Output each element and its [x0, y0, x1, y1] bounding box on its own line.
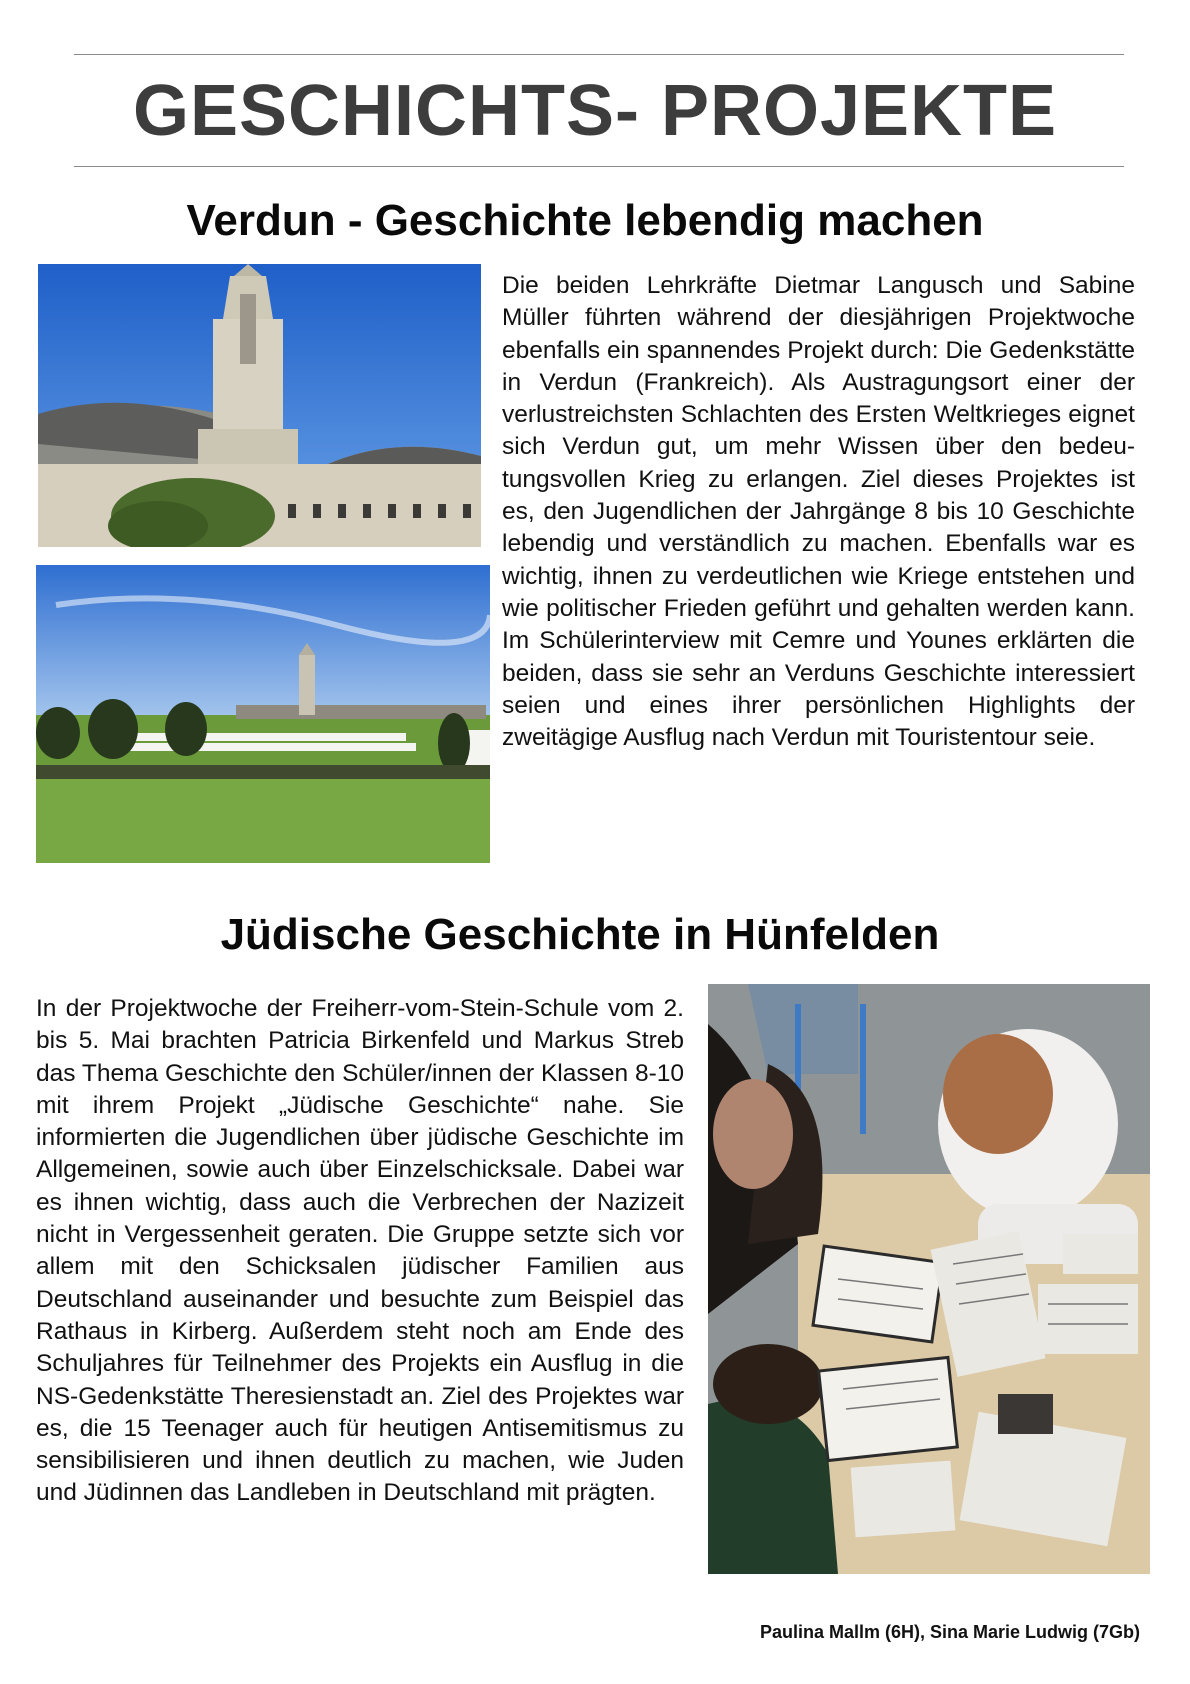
verdun-article-text: Die beiden Lehrkräfte Dietmar Langusch und Sabine Müller führten während der diesjährigen Projektwoche ebenfalls ein spannendes Projekt durch: Die Gedenkstätte in Verdun (Frankreich). Als Austragungsort einer der verlustreichsten Schlachten des Ersten Weltkrieges eignet sich Verdun gut, um mehr Wissen über den bedeutungsvollen Krieg zu erlangen. Ziel dieses Projektes ist es, den Jugendlichen der Jahrgänge 8 bis 10 Geschichte lebendig und verständlich zu machen. Ebenfalls war es wichtig, ihnen zu verdeutlichen wie Kriege entstehen und wie politischer Frieden geführt und gehalten werden kann. Im Schülerinterview mit Cemre und Younes erklärten die beiden, dass sie sehr an Verduns Geschichte interessiert seien und eines ihrer persönlichen Highlights der zweitägige Ausflug nach Verdun mit Touristentour seie. — [502, 272, 1135, 752]
author-credit: Paulina Mallm (6H), Sina Marie Ludwig (7Gb) — [759, 1622, 1140, 1642]
ossuary-photo — [38, 264, 481, 547]
jewish-history-article-text: In der Projektwoche der Freiherr-vom-Stein-Schule vom 2. bis 5. Mai brachten Patricia Birkenfeld und Markus Streb das Thema Geschichte den Schüler/innen der Klassen 8-10 mit ihrem Projekt „Jüdische Geschichte“ nahe. Sie informierten die Jugendlichen über jüdische Geschichte im Allgemeinen, sowie auch über Einzelschicksale. Dabei war es ihnen wichtig, dass auch die Verbrechen der Nazizeit nicht in Vergessenheit geraten. Die Gruppe setzte sich vor allem mit den Schicksalen jüdischer Familien aus Deutschland auseinander und besuchte zum Beispiel das Rathaus in Kirberg. Außerdem steht noch am Ende des Schuljahres für Teilnehmer des Projekts ein Ausflug in die NS-Gedenkstätte Theresienstadt an. Ziel des Projektes war es, die 15 Teenager auch für heutigen Antisemitismus zu sensibilisieren und ihnen deutlich zu machen, wie Juden und Jüdinnen das Landleben in Deutschland mit prägten. — [36, 995, 684, 1507]
top-rule — [74, 54, 1124, 55]
cemetery-photo — [36, 565, 490, 863]
verdun-section-title: Verdun - Geschichte lebendig machen — [186, 196, 984, 245]
students-documents-photo — [708, 984, 1150, 1574]
page-title: GESCHICHTS- PROJEKTE — [132, 71, 1058, 151]
jewish-history-section-title: Jüdische Geschichte in Hünfelden — [220, 910, 940, 959]
bottom-rule — [74, 166, 1124, 167]
